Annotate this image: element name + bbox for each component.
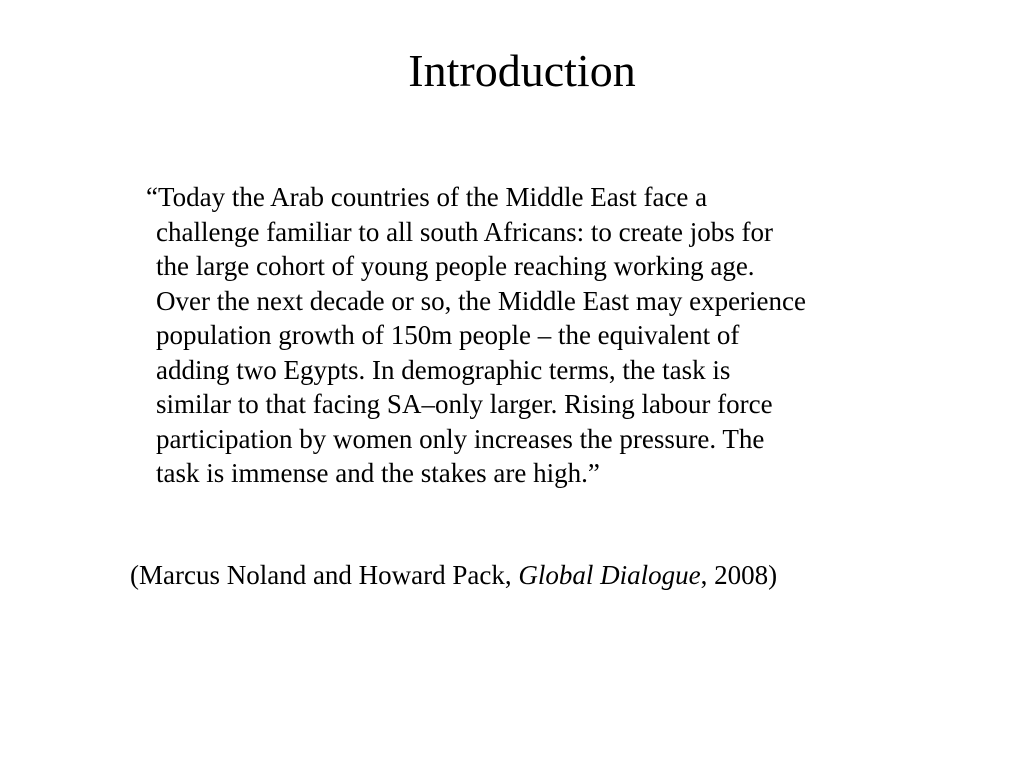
quote-line: population growth of 150m people – the equivalent of (156, 320, 740, 350)
quote-block (146, 180, 996, 491)
citation-publication: Global Dialogue (518, 560, 701, 590)
citation (130, 558, 777, 592)
slide-title: Introduction (408, 45, 636, 96)
quote-line: task is immense and the stakes are high.” (156, 458, 600, 488)
quote-line: adding two Egypts. In demographic terms, the task is (156, 354, 731, 385)
citation-prefix: (Marcus Noland and Howard Pack, (130, 560, 519, 590)
quote-line: “Today the Arab countries of the Middle East face a (146, 182, 708, 212)
quote-line: challenge familiar to all south Africans: to create jobs for (156, 216, 774, 247)
quote-line: similar to that facing SA–only larger. Rising labour force (156, 389, 773, 419)
quote-line: Over the next decade or so, the Middle East may experience (156, 285, 806, 316)
quote-line: the large cohort of young people reaching working age. (156, 251, 755, 281)
citation-suffix: , 2008) (700, 560, 778, 590)
quote-line: participation by women only increases the pressure. The (156, 423, 765, 454)
